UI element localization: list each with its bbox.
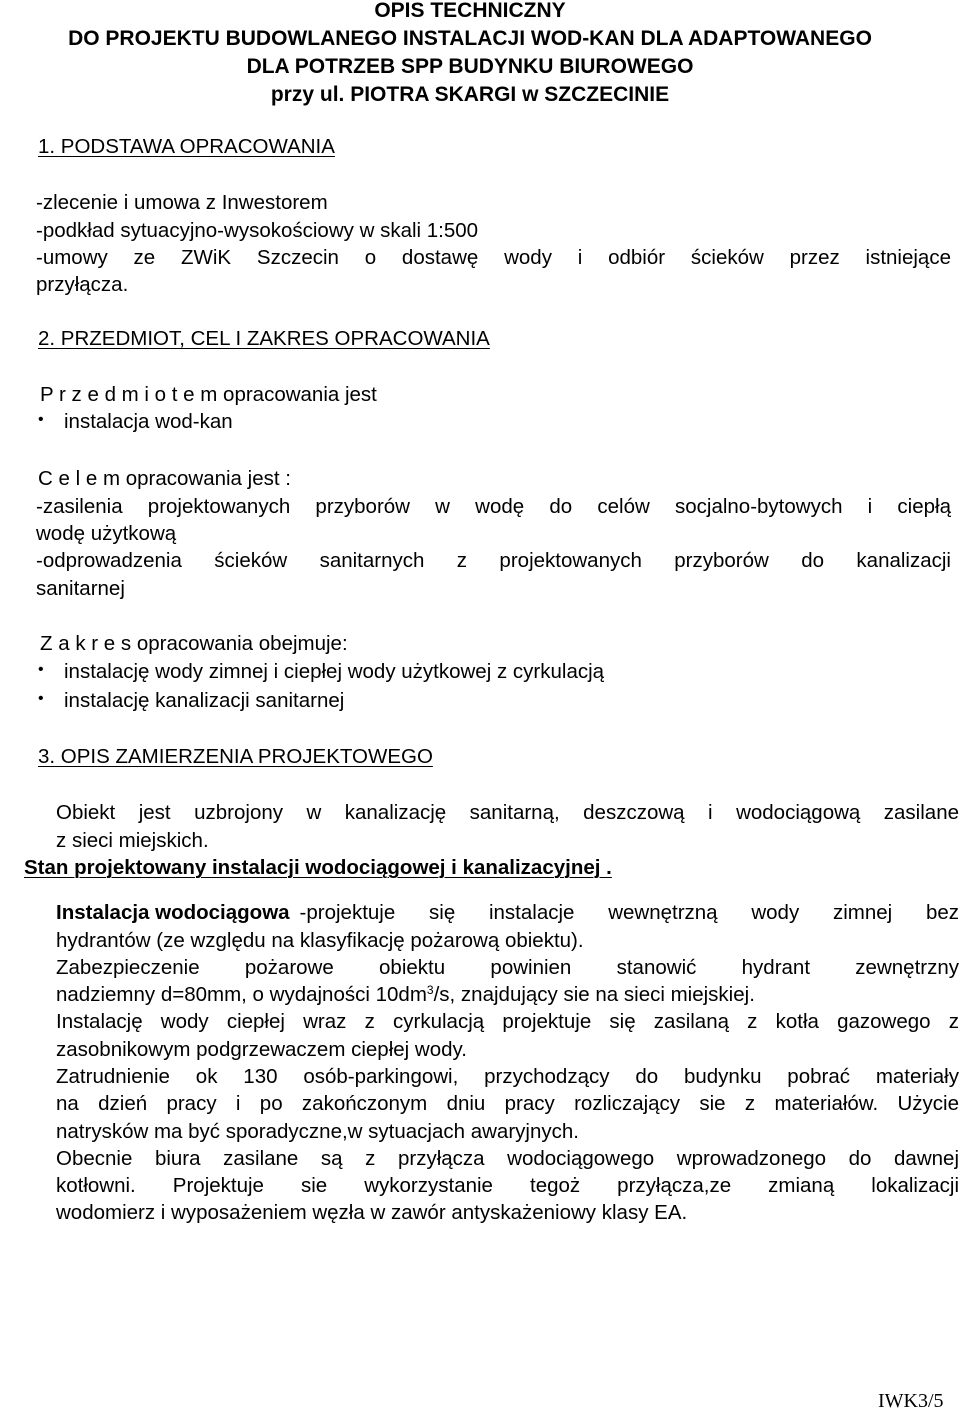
paragraph-text: nadziemny d=80mm, o wydajności 10dm bbox=[56, 983, 427, 1006]
subheading: Stan projektowany instalacji wodociągowej i kanalizacyjnej . bbox=[24, 856, 612, 879]
zakres-item: instalację kanalizacji sanitarnej bbox=[64, 689, 345, 712]
paragraph-line: Obecnie biura zasilane są z przyłącza wodociągowego wprowadzonego do dawnej bbox=[56, 1147, 959, 1170]
paragraph-text: /s, znajdujący sie na sieci miejskiej. bbox=[433, 983, 755, 1006]
paragraph-line: na dzień pracy i po zakończonym dniu pracy rozliczający sie z materiałów. Użycie bbox=[56, 1092, 959, 1115]
doc-title-line-4: przy ul. PIOTRA SKARGI w SZCZECINIE bbox=[270, 83, 670, 106]
bullet-icon: • bbox=[38, 411, 44, 428]
section-2-heading: 2. PRZEDMIOT, CEL I ZAKRES OPRACOWANIA bbox=[38, 327, 490, 350]
intro-line: Obiekt jest uzbrojony w kanalizację sanitarną, deszczową i wodociągową zasilane bbox=[56, 801, 959, 824]
przedmiot-item: instalacja wod-kan bbox=[64, 410, 233, 433]
cel-line: -odprowadzenia ścieków sanitarnych z projektowanych przyborów do kanalizacji bbox=[36, 549, 951, 572]
paragraph-line bbox=[56, 900, 959, 926]
intro-line: z sieci miejskich. bbox=[56, 829, 209, 852]
doc-title-line-3: DLA POTRZEB SPP BUDYNKU BIUROWEGO bbox=[246, 55, 694, 78]
paragraph-line: Instalację wody ciepłej wraz z cyrkulacją projektuje się zasilaną z kotła gazowego z bbox=[56, 1010, 959, 1033]
bullet-icon: • bbox=[38, 690, 44, 707]
superscript: 3 bbox=[426, 983, 434, 997]
cel-label: C e l e m opracowania jest : bbox=[38, 467, 291, 490]
cel-line: wodę użytkową bbox=[36, 522, 177, 545]
section-3-heading: 3. OPIS ZAMIERZENIA PROJEKTOWEGO bbox=[38, 745, 433, 768]
section-1-item: -umowy ze ZWiK Szczecin o dostawę wody i odbiór ścieków przez istniejące bbox=[36, 246, 951, 269]
paragraph-line: zasobnikowym podgrzewaczem ciepłej wody. bbox=[56, 1038, 467, 1061]
section-1-heading: 1. PODSTAWA OPRACOWANIA bbox=[38, 135, 335, 158]
paragraph-line bbox=[56, 982, 755, 1008]
cel-line: -zasilenia projektowanych przyborów w wodę do celów socjalno-bytowych i ciepłą bbox=[36, 495, 951, 518]
doc-title-line-2: DO PROJEKTU BUDOWLANEGO INSTALACJI WOD-KAN DLA ADAPTOWANEGO bbox=[68, 27, 872, 50]
section-1-item: -podkład sytuacyjno-wysokościowy w skali 1:500 bbox=[36, 219, 479, 242]
page-number: IWK3/5 bbox=[878, 1390, 944, 1412]
zakres-item: instalację wody zimnej i ciepłej wody użytkowej z cyrkulacją bbox=[64, 660, 605, 683]
paragraph-line: natrysków ma być sporadyczne,w sytuacjach awaryjnych. bbox=[56, 1120, 579, 1143]
cel-line: sanitarnej bbox=[36, 577, 125, 600]
paragraph-line: Zatrudnienie ok 130 osób-parkingowi, przychodzący do budynku pobrać materiały bbox=[56, 1065, 959, 1088]
paragraph-line: Zabezpieczenie pożarowe obiektu powinien stanowić hydrant zewnętrzny bbox=[56, 956, 959, 979]
przedmiot-label: P r z e d m i o t e m opracowania jest bbox=[40, 383, 377, 406]
section-1-item: przyłącza. bbox=[36, 273, 129, 296]
section-1-item: -zlecenie i umowa z Inwestorem bbox=[36, 191, 328, 214]
bullet-icon: • bbox=[38, 661, 44, 678]
paragraph-line: kotłowni. Projektuje sie wykorzystanie tegoż przyłącza,ze zmianą lokalizacji bbox=[56, 1174, 959, 1197]
paragraph-text: -projektuje się instalacje wewnętrzną wody zimnej bez bbox=[299, 901, 959, 924]
zakres-label: Z a k r e s opracowania obejmuje: bbox=[40, 632, 348, 655]
paragraph-line: wodomierz i wyposażeniem węzła w zawór antyskażeniowy klasy EA. bbox=[56, 1201, 688, 1224]
doc-title-line-1: OPIS TECHNICZNY bbox=[374, 0, 566, 22]
paragraph-line: hydrantów (ze względu na klasyfikację pożarową obiektu). bbox=[56, 929, 584, 952]
bold-lead: Instalacja wodociągowa bbox=[56, 901, 290, 924]
